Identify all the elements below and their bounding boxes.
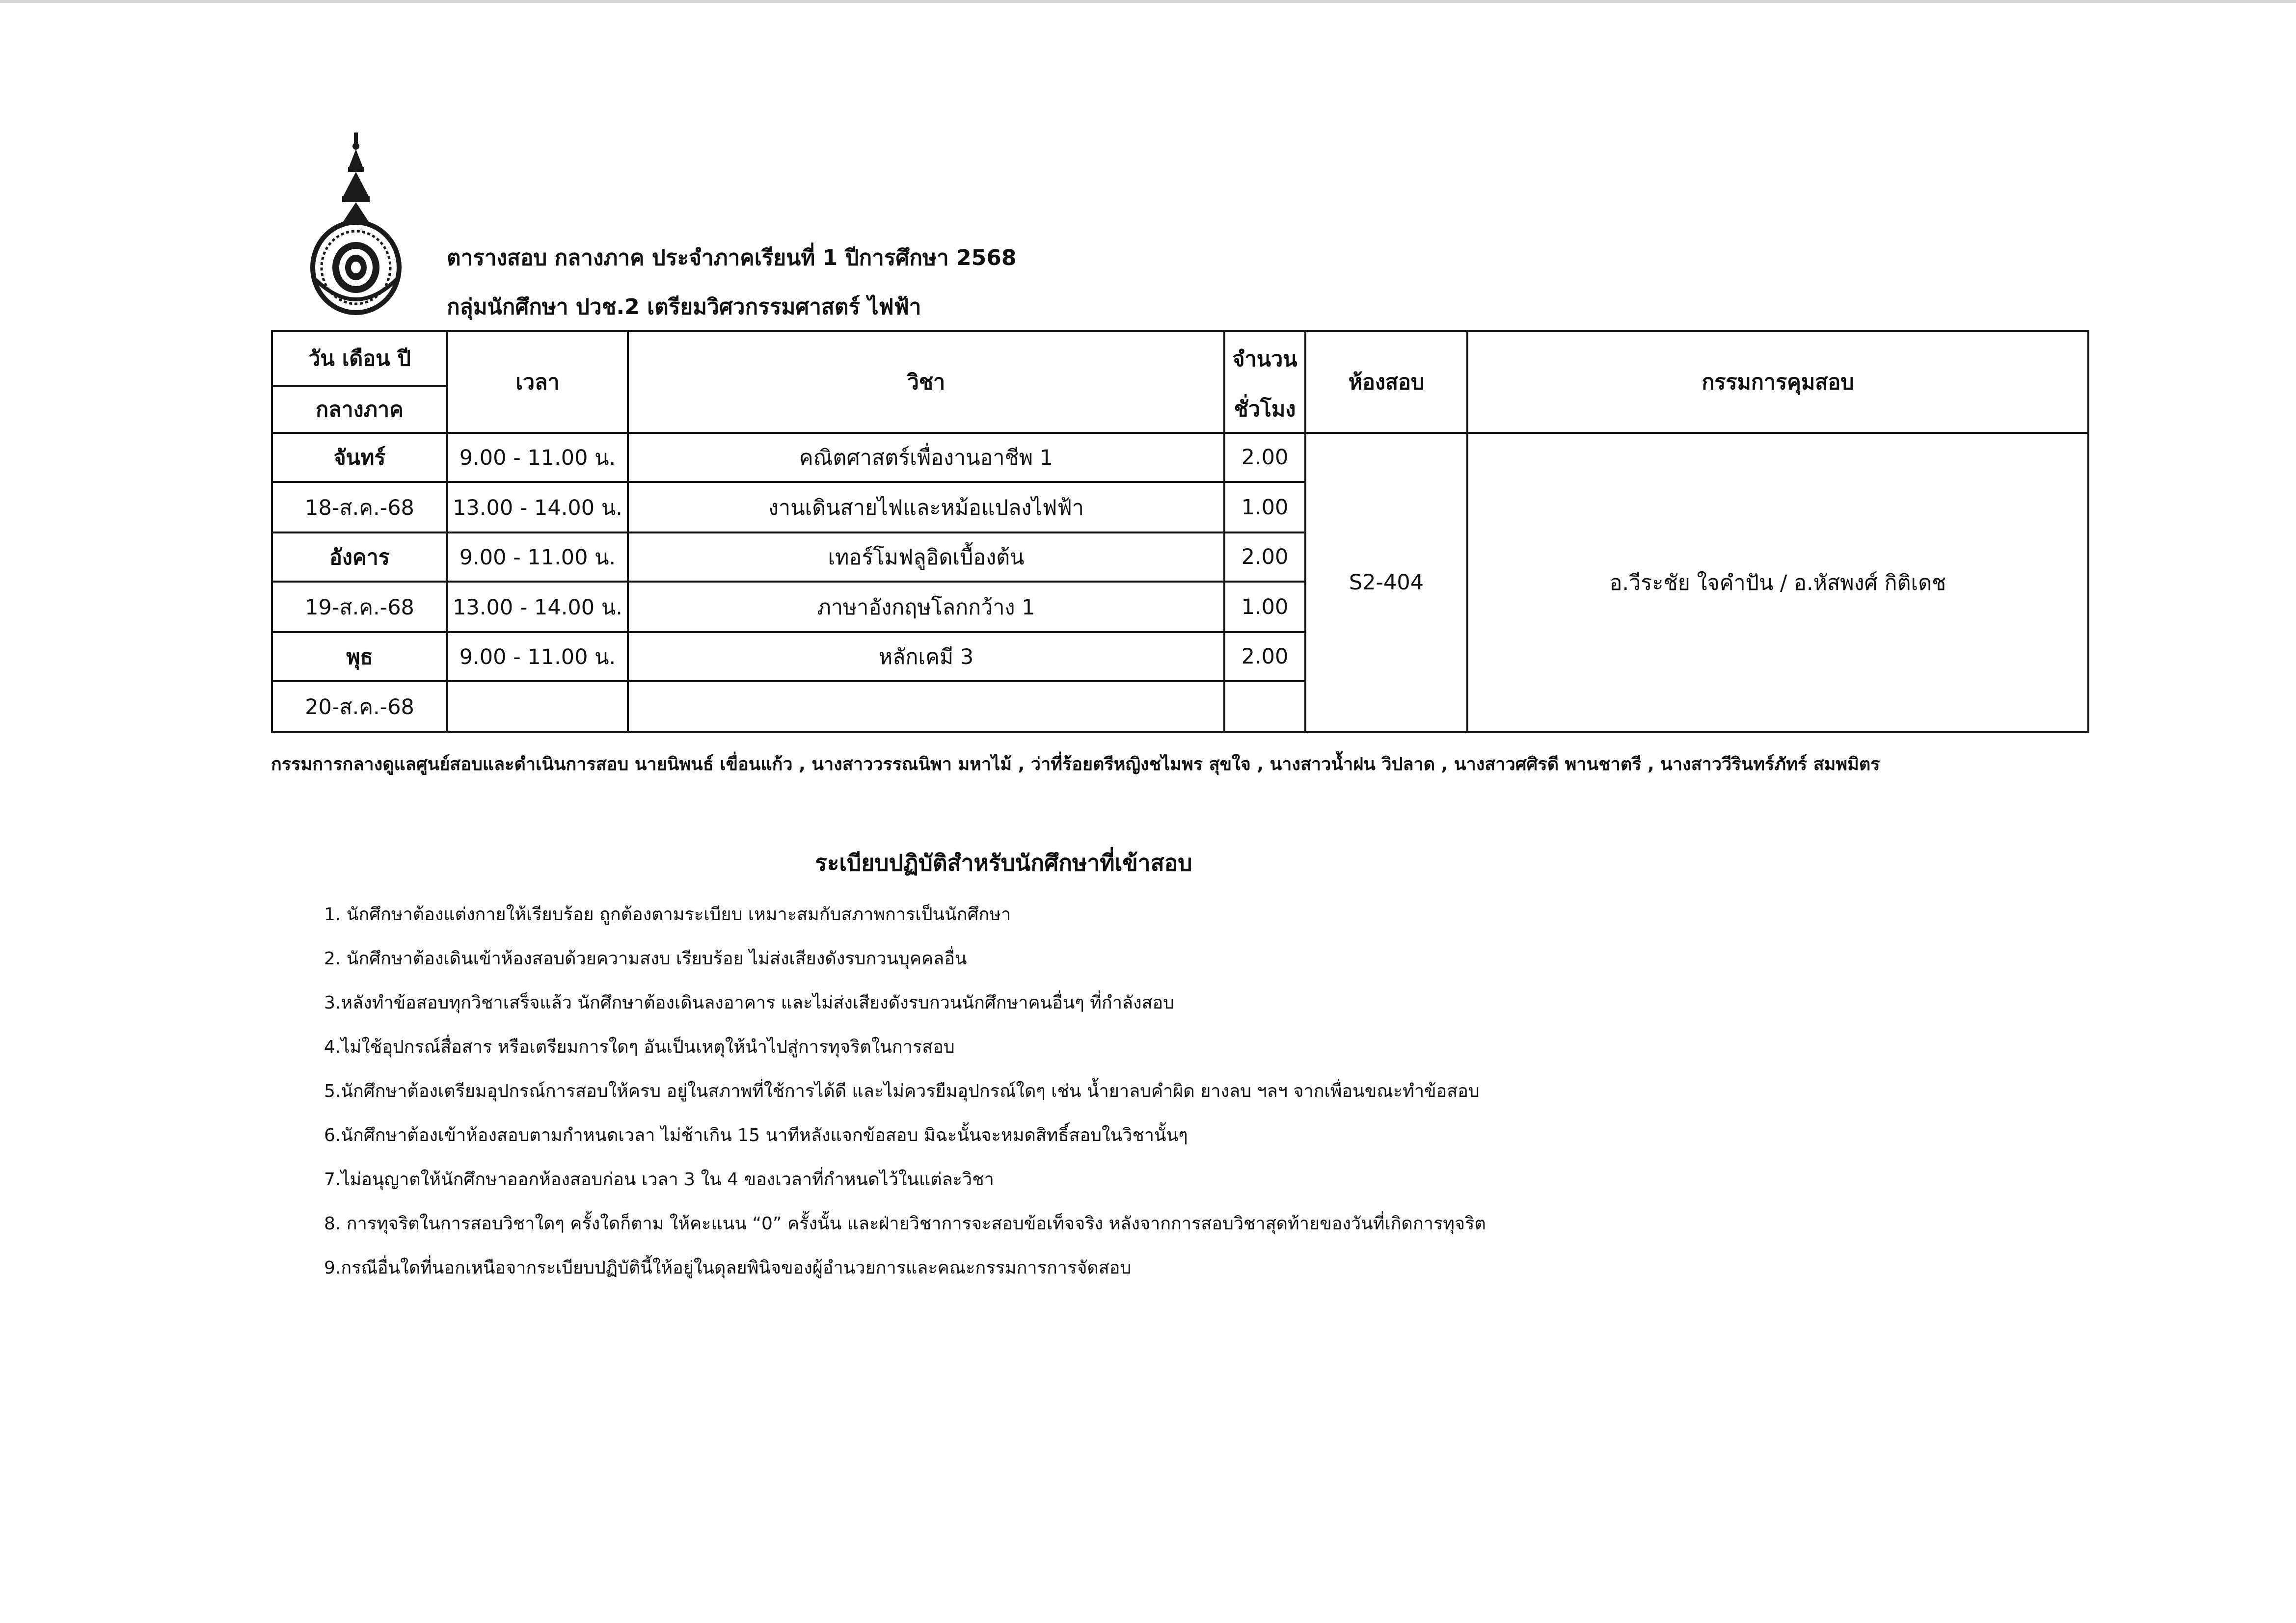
rules-heading: ระเบียบปฏิบัติสำหรับนักศึกษาที่เข้าสอบ [815, 850, 1192, 876]
central-committee-line: กรรมการกลางดูแลศูนย์สอบและดำเนินการสอบ นายนิพนธ์ เขื่อนแก้ว , นางสาววรรณนิพา มหาไม้ , ว่าที่ร้อยตรีหญิงชไมพร สุขใจ , นางสาวน้ำฝน วิปลาด , นางสาวศศิรดี พานชาตรี , นางสาววีรินทร์ภัทร์ สมพมิตร [271, 754, 1880, 774]
session-subject: ภาษาอังกฤษโลกกว้าง 1 [628, 582, 1224, 632]
session-subject: เทอร์โมฟลูอิดเบื้องต้น [628, 532, 1224, 582]
student-group-title: กลุ่มนักศึกษา ปวช.2 เตรียมวิศวกรรมศาสตร์ ไฟฟ้า [447, 294, 921, 319]
session-time: 13.00 - 14.00 น. [447, 582, 628, 632]
session-time [447, 681, 628, 732]
day-date: 18-ส.ค.-68 [272, 482, 447, 532]
rules-list [324, 903, 1486, 1301]
session-subject: หลักเคมี 3 [628, 632, 1224, 681]
university-emblem [307, 133, 405, 319]
rule-item: 1. นักศึกษาต้องแต่งกายให้เรียบร้อย ถูกต้องตามระเบียบ เหมาะสมกับสภาพการเป็นนักศึกษา [324, 905, 1011, 925]
day-date: 19-ส.ค.-68 [272, 582, 447, 632]
header-hours-bottom: ชั่วโมง [1224, 386, 1305, 433]
session-hours: 2.00 [1224, 532, 1305, 582]
table-row [272, 433, 2088, 482]
session-subject: คณิตศาสตร์เพื่องานอาชีพ 1 [628, 433, 1224, 482]
rule-item: 5.นักศึกษาต้องเตรียมอุปกรณ์การสอบให้ครบ อยู่ในสภาพที่ใช้การได้ดี และไม่ควรยืมอุปกรณ์ใดๆ เช่น น้ำยาลบคำผิด ยางลบ ฯลฯ จากเพื่อนขณะทำข้อสอบ [324, 1081, 1480, 1101]
day-name: พุธ [272, 632, 447, 681]
session-time: 13.00 - 14.00 น. [447, 482, 628, 532]
rule-item: 4.ไม่ใช้อุปกรณ์สื่อสาร หรือเตรียมการใดๆ อันเป็นเหตุให้นำไปสู่การทุจริตในการสอบ [324, 1037, 955, 1057]
header-hours-top: จำนวน [1224, 331, 1305, 386]
day-name: อังคาร [272, 532, 447, 582]
rule-item: 6.นักศึกษาต้องเข้าห้องสอบตามกำหนดเวลา ไม่ช้าเกิน 15 นาทีหลังแจกข้อสอบ มิฉะนั้นจะหมดสิทธิ์สอบในวิชานั้นๆ [324, 1125, 1188, 1145]
rule-item: 7.ไม่อนุญาตให้นักศึกษาออกห้องสอบก่อน เวลา 3 ใน 4 ของเวลาที่กำหนดไว้ในแต่ละวิชา [324, 1170, 994, 1190]
header-room: ห้องสอบ [1305, 331, 1467, 433]
header-subject: วิชา [628, 331, 1224, 433]
session-hours: 2.00 [1224, 632, 1305, 681]
session-time: 9.00 - 11.00 น. [447, 433, 628, 482]
rule-item: 9.กรณีอื่นใดที่นอกเหนือจากระเบียบปฏิบัตินี้ให้อยู่ในดุลยพินิจของผู้อำนวยการและคณะกรรมการการจัดสอบ [324, 1258, 1132, 1278]
rule-item: 3.หลังทำข้อสอบทุกวิชาเสร็จแล้ว นักศึกษาต้องเดินลงอาคาร และไม่ส่งเสียงดังรบกวนนักศึกษาคนอื่นๆ ที่กำลังสอบ [324, 993, 1175, 1013]
session-subject [628, 681, 1224, 732]
session-hours: 1.00 [1224, 582, 1305, 632]
rule-item: 8. การทุจริตในการสอบวิชาใดๆ ครั้งใดก็ตาม ให้คะแนน “0” ครั้งนั้น และฝ่ายวิชาการจะสอบข้อเท็จจริง หลังจากการสอบวิชาสุดท้ายของวันที่เกิดการทุจริต [324, 1214, 1486, 1234]
exam-room: S2-404 [1305, 433, 1467, 732]
rule-item: 2. นักศึกษาต้องเดินเข้าห้องสอบด้วยความสงบ เรียบร้อย ไม่ส่งเสียงดังรบกวนบุคคลอื่น [324, 949, 967, 969]
header-date-top: วัน เดือน ปี [272, 331, 447, 386]
exam-schedule-title: ตารางสอบ กลางภาค ประจำภาคเรียนที่ 1 ปีการศึกษา 2568 [447, 245, 1017, 270]
proctor-names: อ.วีระชัย ใจคำปัน / อ.หัสพงศ์ กิติเดช [1467, 433, 2088, 732]
session-time: 9.00 - 11.00 น. [447, 632, 628, 681]
session-hours: 1.00 [1224, 482, 1305, 532]
header-proctor: กรรมการคุมสอบ [1467, 331, 2088, 433]
session-hours [1224, 681, 1305, 732]
day-name: จันทร์ [272, 433, 447, 482]
session-time: 9.00 - 11.00 น. [447, 532, 628, 582]
session-hours: 2.00 [1224, 433, 1305, 482]
day-date: 20-ส.ค.-68 [272, 681, 447, 732]
header-time: เวลา [447, 331, 628, 433]
header-date-bottom: กลางภาค [272, 386, 447, 433]
scan-top-edge [0, 0, 2296, 3]
session-subject: งานเดินสายไฟและหม้อแปลงไฟฟ้า [628, 482, 1224, 532]
exam-schedule-table [271, 330, 2089, 733]
